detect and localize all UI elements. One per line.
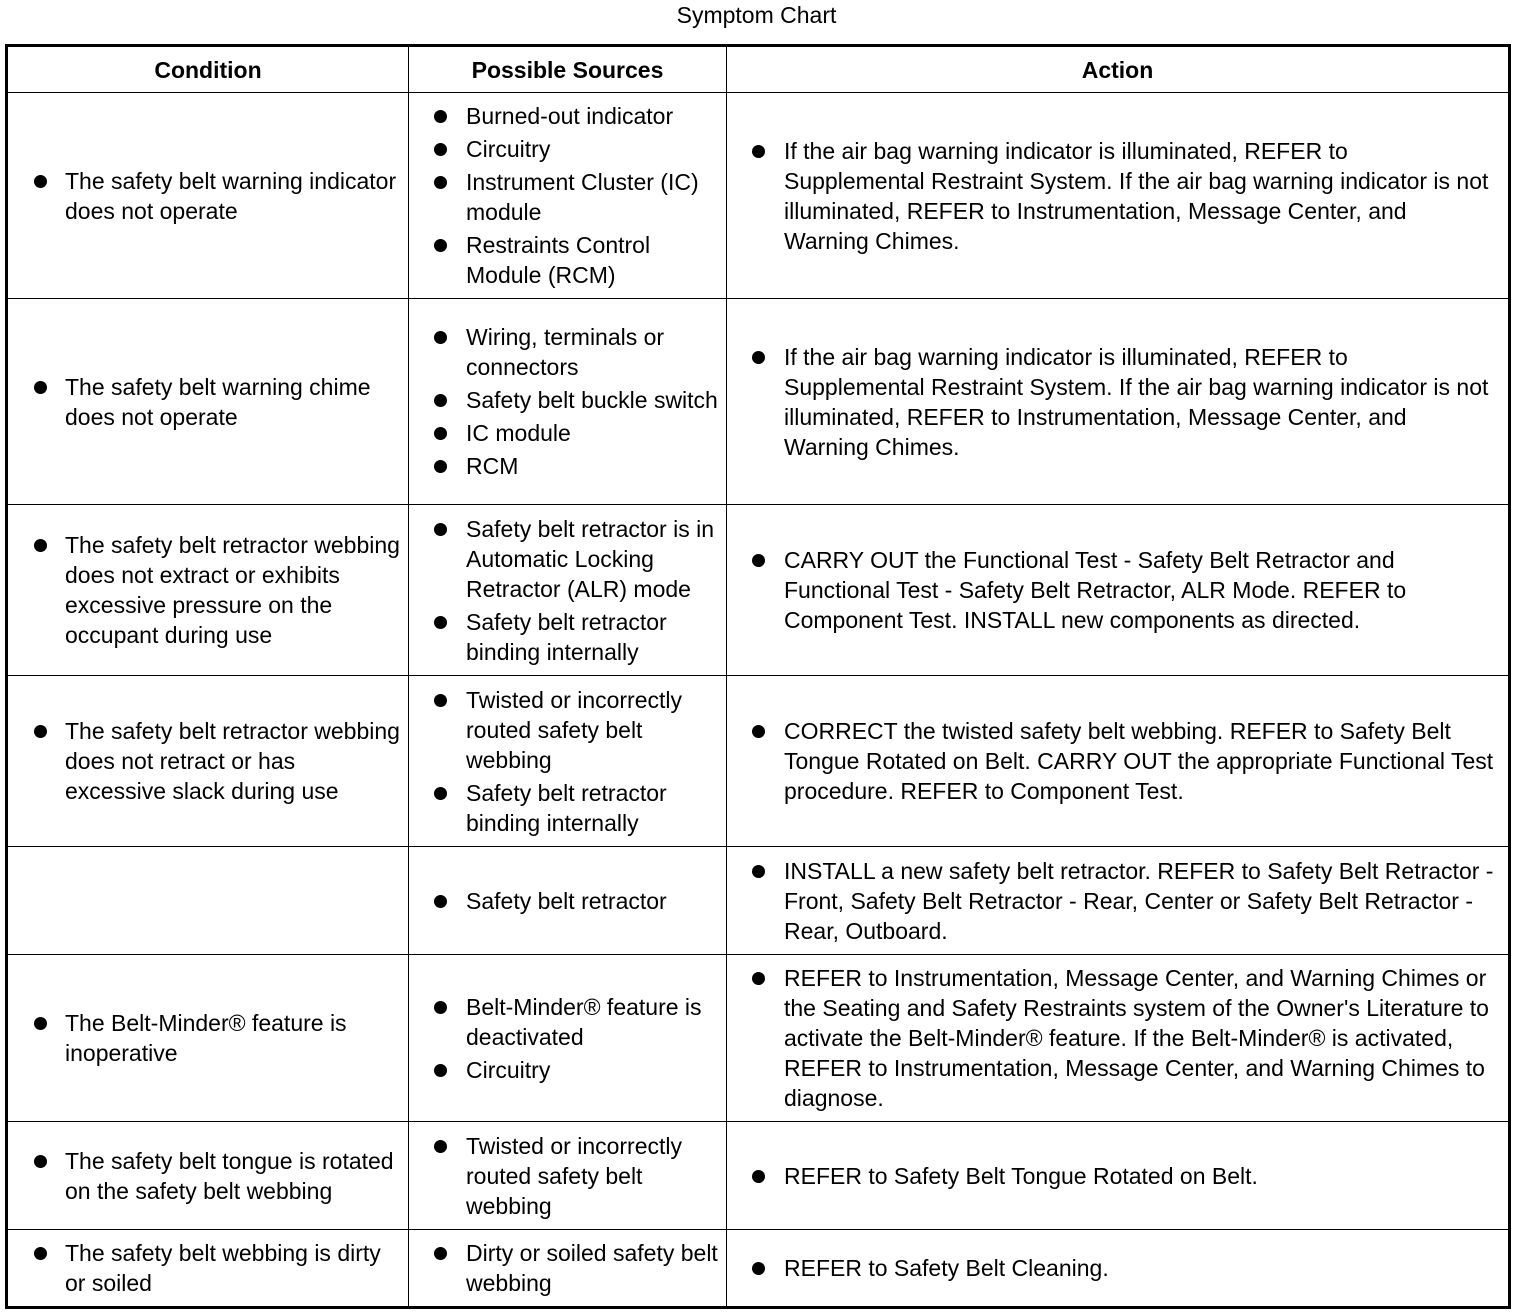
table-row <box>7 676 1510 847</box>
bullet-list <box>727 1253 1508 1283</box>
action-cell <box>727 505 1510 676</box>
action-cell <box>727 955 1510 1122</box>
bullet-item: Safety belt retractor binding internally <box>409 778 726 838</box>
symptom-table <box>5 44 1511 1309</box>
action-cell <box>727 1230 1510 1308</box>
bullet-list <box>409 886 726 916</box>
bullet-item: Instrument Cluster (IC) module <box>409 167 726 227</box>
bullet-item: Safety belt retractor is in Automatic Locking Retractor (ALR) mode <box>409 514 726 604</box>
bullet-list <box>409 685 726 838</box>
sources-cell <box>409 93 727 299</box>
bullet-item: Twisted or incorrectly routed safety belt webbing <box>409 685 726 775</box>
table-row <box>7 847 1510 955</box>
action-header: Action <box>727 46 1510 93</box>
bullet-list <box>409 1238 726 1298</box>
bullet-list <box>8 716 408 806</box>
bullet-item: The safety belt webbing is dirty or soiled <box>8 1238 408 1298</box>
bullet-item: The safety belt retractor webbing does not retract or has excessive slack during use <box>8 716 408 806</box>
bullet-list <box>727 342 1508 462</box>
action-cell <box>727 299 1510 505</box>
bullet-list <box>727 1161 1508 1191</box>
bullet-item: Safety belt retractor <box>409 886 726 916</box>
bullet-list <box>8 166 408 226</box>
bullet-item: Belt-Minder® feature is deactivated <box>409 992 726 1052</box>
bullet-item: Wiring, terminals or connectors <box>409 322 726 382</box>
condition-cell <box>7 93 409 299</box>
chart-title: Symptom Chart <box>676 2 837 28</box>
bullet-item: The safety belt retractor webbing does not extract or exhibits excessive pressure on the occupant during use <box>8 530 408 650</box>
bullet-item: CORRECT the twisted safety belt webbing. REFER to Safety Belt Tongue Rotated on Belt. CARRY OUT the appropriate Functional Test procedure. REFER to Component Test. <box>727 716 1508 806</box>
bullet-item: INSTALL a new safety belt retractor. REFER to Safety Belt Retractor - Front, Safety Belt Retractor - Rear, Center or Safety Belt Retractor - Rear, Outboard. <box>727 856 1508 946</box>
bullet-list <box>727 856 1508 946</box>
table-row <box>7 1230 1510 1308</box>
bullet-item: Twisted or incorrectly routed safety belt webbing <box>409 1131 726 1221</box>
sources-cell <box>409 955 727 1122</box>
bullet-list <box>8 1238 408 1298</box>
bullet-list <box>727 545 1508 635</box>
bullet-list <box>409 1131 726 1221</box>
bullet-item: CARRY OUT the Functional Test - Safety Belt Retractor and Functional Test - Safety Belt Retractor, ALR Mode. REFER to Component Test. INSTALL new components as directed. <box>727 545 1508 635</box>
sources-cell <box>409 1230 727 1308</box>
bullet-list <box>409 514 726 667</box>
bullet-list <box>8 1146 408 1206</box>
sources-cell <box>409 505 727 676</box>
bullet-item: RCM <box>409 451 726 481</box>
bullet-list <box>727 963 1508 1113</box>
bullet-list <box>727 136 1508 256</box>
bullet-list <box>409 322 726 481</box>
bullet-item: Circuitry <box>409 134 726 164</box>
table-row <box>7 505 1510 676</box>
bullet-item: Burned-out indicator <box>409 101 726 131</box>
bullet-item: IC module <box>409 418 726 448</box>
bullet-item: Restraints Control Module (RCM) <box>409 230 726 290</box>
condition-cell <box>7 505 409 676</box>
bullet-item: Circuitry <box>409 1055 726 1085</box>
condition-cell <box>7 847 409 955</box>
bullet-item: Dirty or soiled safety belt webbing <box>409 1238 726 1298</box>
bullet-item: REFER to Safety Belt Cleaning. <box>727 1253 1508 1283</box>
bullet-list <box>8 372 408 432</box>
table-row <box>7 299 1510 505</box>
bullet-item: REFER to Safety Belt Tongue Rotated on Belt. <box>727 1161 1508 1191</box>
bullet-item: The safety belt tongue is rotated on the safety belt webbing <box>8 1146 408 1206</box>
action-cell <box>727 847 1510 955</box>
bullet-list <box>727 716 1508 806</box>
header-row <box>7 46 1510 93</box>
action-cell <box>727 93 1510 299</box>
bullet-item: If the air bag warning indicator is illuminated, REFER to Supplemental Restraint System. If the air bag warning indicator is not illuminated, REFER to Instrumentation, Message Center, and Warning Chimes. <box>727 342 1508 462</box>
bullet-item: The safety belt warning indicator does not operate <box>8 166 408 226</box>
action-cell <box>727 1122 1510 1230</box>
action-cell <box>727 676 1510 847</box>
table-row <box>7 93 1510 299</box>
bullet-list <box>8 1008 408 1068</box>
possible-sources-header: Possible Sources <box>409 46 727 93</box>
sources-cell <box>409 1122 727 1230</box>
condition-header: Condition <box>7 46 409 93</box>
bullet-list <box>409 992 726 1085</box>
bullet-list <box>8 530 408 650</box>
bullet-item: The Belt-Minder® feature is inoperative <box>8 1008 408 1068</box>
bullet-item: If the air bag warning indicator is illuminated, REFER to Supplemental Restraint System. If the air bag warning indicator is not illuminated, REFER to Instrumentation, Message Center, and Warning Chimes. <box>727 136 1508 256</box>
condition-cell <box>7 1122 409 1230</box>
condition-cell <box>7 955 409 1122</box>
condition-cell <box>7 676 409 847</box>
sources-cell <box>409 676 727 847</box>
bullet-item: Safety belt retractor binding internally <box>409 607 726 667</box>
table-row <box>7 955 1510 1122</box>
table-row <box>7 1122 1510 1230</box>
bullet-item: Safety belt buckle switch <box>409 385 726 415</box>
condition-cell <box>7 1230 409 1308</box>
sources-cell <box>409 847 727 955</box>
bullet-list <box>409 101 726 290</box>
sources-cell <box>409 299 727 505</box>
condition-cell <box>7 299 409 505</box>
bullet-item: REFER to Instrumentation, Message Center, and Warning Chimes or the Seating and Safety Restraints system of the Owner's Literature to activate the Belt-Minder® feature. If the Belt-Minder® is activated, REFER to Instrumentation, Message Center, and Warning Chimes to diagnose. <box>727 963 1508 1113</box>
bullet-item: The safety belt warning chime does not operate <box>8 372 408 432</box>
